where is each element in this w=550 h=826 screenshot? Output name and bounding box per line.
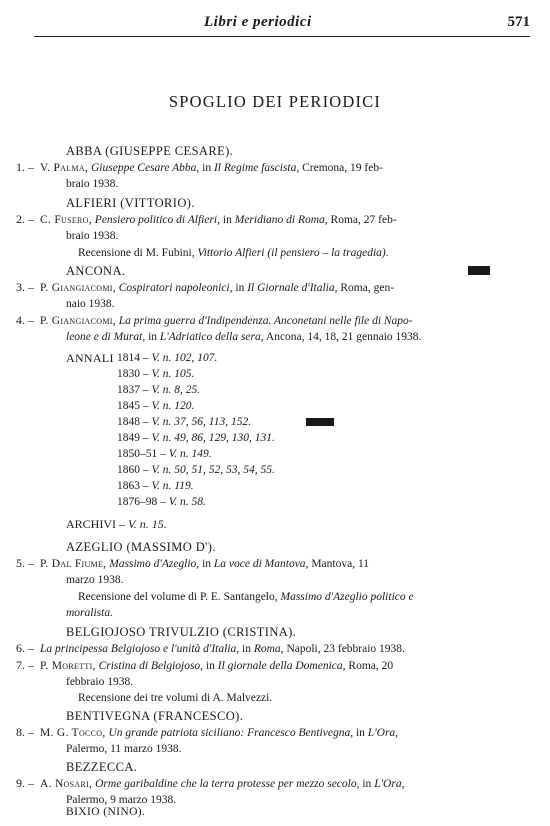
- entry-in: in: [235, 282, 245, 294]
- entry-continuation: [66, 329, 421, 345]
- annali-year: 1845: [117, 400, 140, 412]
- ink-blot: [306, 418, 334, 426]
- entry-place-date: Ancona, 14, 18, 21 gennaio 1938.: [265, 331, 422, 343]
- entry-place-date: Mantova, 11: [311, 558, 370, 570]
- entry-source: La voce di Mantova,: [213, 558, 309, 570]
- entry-number: 3. –: [16, 280, 34, 294]
- entry-source: Il Regime fascista,: [213, 162, 300, 174]
- entry-number: 8. –: [16, 725, 34, 739]
- annali-label: ANNALI: [66, 351, 114, 365]
- annali-year: 1876–98: [117, 496, 158, 508]
- review-title: Massimo d'Azeglio politico e: [280, 591, 414, 603]
- annali-ref: – V. n.: [142, 432, 172, 444]
- annali-nums: 58.: [191, 496, 206, 508]
- entry-continuation: Palermo, 9 marzo 1938.: [66, 794, 177, 806]
- annali-ref: – V. n.: [142, 400, 172, 412]
- review-line: Recensione dei tre volumi di A. Malvezzi.: [78, 692, 273, 704]
- annali-nums: 49, 86, 129, 130, 131.: [174, 432, 275, 444]
- archivi-label: ARCHIVI –: [66, 517, 125, 531]
- entry-number: 6. –: [16, 641, 34, 655]
- annali-row: [117, 366, 194, 382]
- entry-line: [40, 280, 394, 296]
- entry-title: La principessa Belgiojoso e l'unità d'Italia,: [40, 643, 240, 655]
- annali-ref: – V. n.: [142, 464, 172, 476]
- review-line: [78, 245, 389, 261]
- entry-line: [40, 776, 404, 792]
- entry-source: Roma,: [253, 643, 284, 655]
- entry-continuation: braio 1938.: [66, 230, 119, 242]
- entry-source: L'Ora,: [374, 778, 405, 790]
- entry-title-cont: leone e di Murat,: [66, 331, 146, 343]
- entry-continuation: Palermo, 11 marzo 1938.: [66, 743, 182, 755]
- entry-heading-alfieri: ALFIERI (VITTORIO).: [66, 196, 195, 210]
- archivi-line: [66, 516, 167, 532]
- entry-line: [40, 212, 397, 228]
- entry-place-date: Roma, 20: [348, 660, 394, 672]
- annali-row: [117, 462, 275, 478]
- annali-ref: – V. n.: [142, 480, 172, 492]
- annali-ref: – V. n.: [142, 352, 172, 364]
- entry-title: Un grande patriota siciliano: Francesco Bentivegna,: [108, 727, 354, 739]
- entry-title: Cristina di Belgiojoso,: [98, 660, 204, 672]
- annali-ref: – V. n.: [142, 368, 172, 380]
- annali-row: [117, 430, 275, 446]
- entry-place-date: Roma, gen-: [340, 282, 395, 294]
- annali-nums: 120.: [174, 400, 195, 412]
- entry-line: [40, 313, 413, 329]
- annali-nums: 105.: [174, 368, 195, 380]
- ink-blot: [468, 266, 490, 275]
- entry-line: [40, 658, 393, 674]
- annali-year: 1850–51: [117, 448, 158, 460]
- annali-row: [117, 382, 200, 398]
- entry-source: Il Giornale d'Italia,: [247, 282, 338, 294]
- section-title: SPOGLIO DEI PERIODICI: [168, 92, 382, 111]
- annali-year: 1848: [117, 416, 140, 428]
- entry-title: Orme garibaldine che la terra protesse per mezzo secolo,: [95, 778, 360, 790]
- entry-number: 1. –: [16, 160, 34, 174]
- annali-row: [117, 398, 194, 414]
- review-prefix: Recensione di M. Fubini,: [78, 247, 195, 259]
- annali-nums: 149.: [191, 448, 212, 460]
- entry-heading-belgiojoso: BELGIOJOSO TRIVULZIO (CRISTINA).: [66, 625, 297, 639]
- annali-year: 1860: [117, 464, 140, 476]
- entry-heading-bixio: BIXIO (NINO).: [66, 806, 146, 818]
- review-prefix: Recensione del volume di P. E. Santangelo,: [78, 591, 278, 603]
- entry-author: M. G. Tocco,: [40, 727, 106, 739]
- entry-author: V. Palma,: [40, 162, 89, 174]
- entry-in: in: [362, 778, 372, 790]
- page-number: 571: [507, 14, 530, 30]
- annali-row: [117, 478, 194, 494]
- entry-in: in: [202, 558, 212, 570]
- entry-heading-abba: ABBA (GIUSEPPE CESARE).: [66, 144, 234, 158]
- entry-title: Cospiratori napoleonici,: [118, 282, 233, 294]
- annali-nums: 119.: [174, 480, 194, 492]
- annali-nums: 50, 51, 52, 53, 54, 55.: [174, 464, 275, 476]
- entry-title: Pensiero politico di Alfieri,: [94, 214, 221, 226]
- entry-in: in: [222, 214, 232, 226]
- entry-in: in: [242, 643, 251, 655]
- annali-ref: – V. n.: [142, 384, 172, 396]
- header-rule: [34, 36, 530, 37]
- annali-year: 1863: [117, 480, 140, 492]
- entry-place-date: Napoli, 23 febbraio 1938.: [286, 643, 405, 655]
- entry-continuation: braio 1938.: [66, 178, 119, 190]
- review-title: Vittorio Alfieri (il pensiero – la tragedia): [197, 247, 386, 259]
- entry-author: P. Dal Fiume,: [40, 558, 107, 570]
- entry-source: Il giornale della Domenica,: [217, 660, 346, 672]
- entry-title: Giuseppe Cesare Abba,: [90, 162, 200, 174]
- entry-continuation: febbraio 1938.: [66, 676, 134, 688]
- annali-ref: – V. n.: [160, 448, 189, 460]
- annali-row: [117, 350, 217, 366]
- entry-title: La prima guerra d'Indipendenza. Anconetani nelle file di Napo-: [118, 315, 413, 327]
- annali-row: [117, 446, 212, 462]
- entry-number: 9. –: [16, 776, 34, 790]
- entry-continuation: naio 1938.: [66, 298, 115, 310]
- annali-year: 1830: [117, 368, 140, 380]
- entry-in: in: [205, 660, 215, 672]
- entry-author: C. Fusero,: [40, 214, 92, 226]
- entry-in: in: [202, 162, 212, 174]
- entry-in: in: [148, 331, 158, 343]
- annali-year: 1849: [117, 432, 140, 444]
- entry-number: 5. –: [16, 556, 34, 570]
- annali-year: 1837: [117, 384, 140, 396]
- running-header-title: Libri e periodici: [204, 14, 312, 30]
- annali-ref: – V. n.: [160, 496, 189, 508]
- entry-source: Meridiano di Roma,: [234, 214, 328, 226]
- entry-title: Massimo d'Azeglio,: [109, 558, 200, 570]
- review-continuation: moralista.: [66, 607, 113, 619]
- entry-source: L'Ora,: [367, 727, 399, 739]
- entry-number: 2. –: [16, 212, 34, 226]
- entry-author: P. Giangiacomi,: [40, 315, 116, 327]
- entry-continuation: marzo 1938.: [66, 574, 124, 586]
- entry-line: [40, 641, 405, 657]
- annali-ref: – V. n.: [142, 416, 172, 428]
- entry-place-date: Roma, 27 feb-: [330, 214, 397, 226]
- review-line: [78, 589, 414, 605]
- entry-author: P. Moretti,: [40, 660, 96, 672]
- annali-row: [117, 494, 206, 510]
- entry-heading-bentivegna: BENTIVEGNA (FRANCESCO).: [66, 709, 244, 723]
- entry-number: 7. –: [16, 658, 34, 672]
- entry-heading-azeglio: AZEGLIO (MASSIMO D').: [66, 540, 216, 554]
- entry-author: A. Nosari,: [40, 778, 93, 790]
- annali-nums: 37, 56, 113, 152.: [174, 416, 252, 428]
- entry-author: P. Giangiacomi,: [40, 282, 116, 294]
- entry-in: in: [355, 727, 365, 739]
- archivi-ref: V. n. 15.: [128, 517, 167, 531]
- entry-heading-ancona: ANCONA.: [66, 264, 126, 278]
- entry-line: [40, 725, 398, 741]
- annali-row: [117, 414, 251, 430]
- entry-place-date: Cremona, 19 feb-: [302, 162, 383, 174]
- entry-number: 4. –: [16, 313, 34, 327]
- annali-year: 1814: [117, 352, 140, 364]
- entry-source: L'Adriatico della sera,: [159, 331, 264, 343]
- annali-nums: 8, 25.: [174, 384, 201, 396]
- entry-heading-bezzecca: BEZZECCA.: [66, 760, 138, 774]
- entry-line: [40, 556, 369, 572]
- entry-line: [40, 160, 383, 176]
- review-suffix: .: [385, 247, 389, 259]
- annali-nums: 102, 107.: [174, 352, 218, 364]
